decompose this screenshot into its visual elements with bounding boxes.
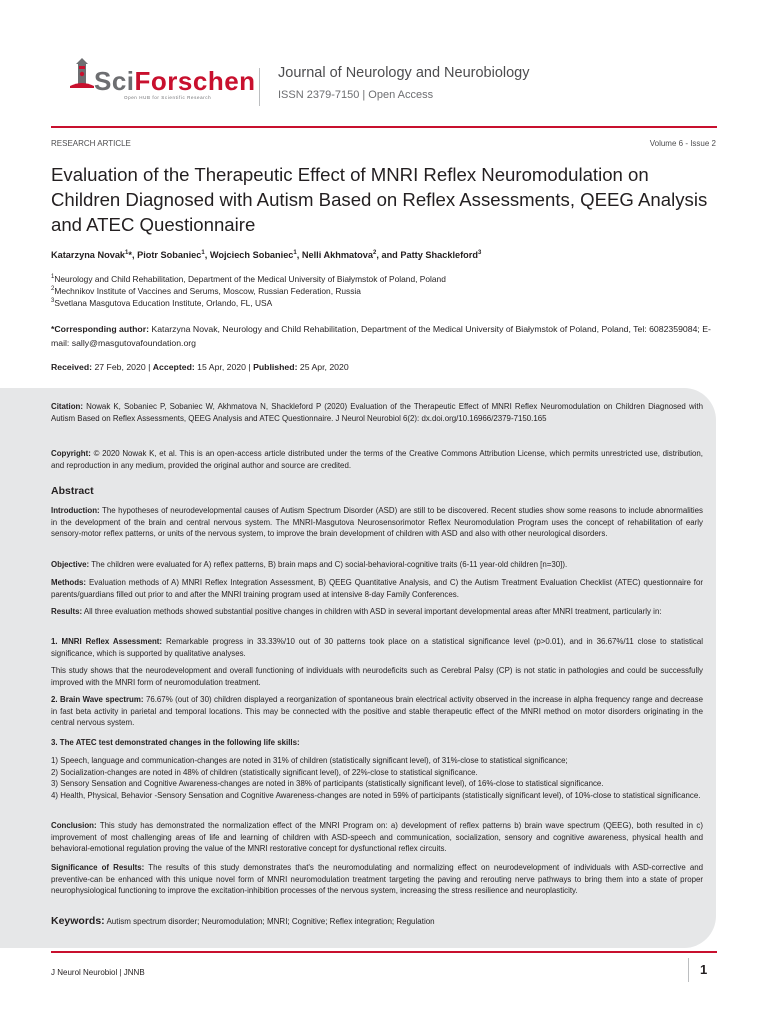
result-1-text: Remarkable progress in 33.33%/10 out of 30 patterns took place on a statistical significance level (p>0.01), and in 36.67%/11 close to statistical significance, which is supported by qualitative analyses. (51, 637, 703, 658)
keywords (51, 915, 435, 927)
author-sup: 1 (293, 249, 297, 256)
journal-header (66, 52, 706, 112)
author-sep: *, (128, 250, 138, 260)
accepted-label: Accepted: (152, 362, 195, 372)
result-note: This study shows that the neurodevelopment and overall functioning of individuals with neurodeficits such as Cerebral Palsy (CP) is not static in pathologies and could be successfully improved with the MNRI form of neuromodulation treatment. (51, 666, 703, 687)
date-separator: | (245, 362, 254, 372)
bottom-rule (51, 951, 717, 953)
abstract-heading: Abstract (51, 485, 94, 497)
copyright-text: © 2020 Nowak K, et al. This is an open-access article distributed under the terms of the Creative Commons Attribution License, which permits unrestricted use, distribution, and reproduction in any medium, provided the original author and source are credited. (51, 449, 703, 470)
conclusion-text: This study has demonstrated the normalization effect of the MNRI Program on: a) development of reflex patterns b) brain wave spectrum (QEEG), both resulted in c) improvement of most challenging areas of life and learning of children with ASD-speech and communication, socialization, sensory and cognitive awareness, physical health and behavioral-emotional regulation proving the value of the MNRI restorative concept for dysfunctional reflex circuits. (51, 821, 703, 854)
author-sup: 1 (125, 249, 129, 256)
objective-text: The children were evaluated for A) reflex patterns, B) brain maps and C) social-behavioral-cognitive traits (6-11 year-old children [n=30]). (89, 560, 568, 569)
corresponding-label: *Corresponding author: (51, 324, 149, 334)
logo-tower-icon (68, 56, 96, 90)
significance-text: The results of this study demonstrates that's the neuromodulating and normalizing effect on neurodevelopment of individuals with ASD-corrective and preventive-can be enhanced with this unique novel form of MNRI neuromodulation treatment targeting the paving and rerouting nerve pathways to bring them into a state of proper neurophysiological functioning to improve the excitation-inhibition processes of the nervous system, increasing the stress resilience and neuroplasticity. (51, 863, 703, 896)
date-separator: | (145, 362, 153, 372)
author-name[interactable]: Wojciech Sobaniec (209, 250, 294, 260)
article-title: Evaluation of the Therapeutic Effect of MNRI Reflex Neuromodulation on Children Diagnosed with Autism Based on Reflex Assessments, QEEG Analysis and ATEC Questionnaire (51, 164, 708, 235)
methods-label: Methods: (51, 578, 87, 587)
author-sep: , (296, 250, 302, 260)
citation-text[interactable]: Nowak K, Sobaniec P, Sobaniec W, Akhmatova N, Shackleford P (2020) Evaluation of the Therapeutic Effect of MNRI Reflex Neuromodulation on Children Diagnosed with Autism Based on Reflex Assessments, QEEG Analysis and ATEC Questionnaire. J Neurol Neurobiol 6(2): dx.doi.org/10.16966/2379-7150.165 (51, 402, 703, 423)
result-2-text: 76.67% (out of 30) children displayed a reorganization of spontaneous brain electrical activity observed in the increase in alpha frequency range and decrease in fast beta activity in parietal and temporal locations. This may be connected with the positive and stable therapeutic effect of the MNRI method on motor disorders originating in the central nervous system. (51, 695, 703, 728)
abstract-objective (51, 559, 703, 571)
corresponding-text[interactable]: Katarzyna Novak, Neurology and Child Rehabilitation, Department of the Medical University of Białymstok of Poland, Poland, Tel: 6082359084; E-mail: sally@masgutovafoundation.org (51, 324, 711, 348)
header-divider (259, 68, 260, 106)
introduction-label: Introduction: (51, 506, 100, 515)
sciforschen-logo[interactable] (66, 52, 256, 102)
citation (51, 401, 703, 424)
affiliation-text: Svetlana Masgutova Education Institute, Orlando, FL, USA (54, 298, 273, 308)
author-name[interactable]: Piotr Sobaniec (137, 250, 202, 260)
result-reflex-assessment (51, 636, 703, 659)
copyright-label: Copyright: (51, 449, 91, 458)
logo-forschen: Forschen (134, 66, 256, 96)
author-name[interactable]: Nelli Akhmatova (301, 250, 374, 260)
abstract-methods (51, 577, 703, 600)
atec-item: 3) Sensory Sensation and Cognitive Awareness-changes are noted in 38% of participants (statistically significant level), of 16%-close to statistical significance. (51, 779, 604, 788)
volume-issue: Volume 6 - Issue 2 (649, 139, 716, 148)
affiliation (51, 286, 361, 296)
published-date: 25 Apr, 2020 (297, 362, 349, 372)
keywords-label: Keywords: (51, 915, 105, 927)
atec-item: 4) Health, Physical, Behavior -Sensory Sensation and Cognitive Awareness-changes are noted in 59% of participants (statistically significant level), of 10%-close to statistical significance. (51, 791, 701, 800)
article-dates (51, 362, 349, 372)
affiliation-sup: 2 (51, 286, 55, 293)
corresponding-author (51, 322, 721, 350)
objective-label: Objective: (51, 560, 90, 569)
abstract-introduction (51, 505, 703, 540)
copyright (51, 448, 703, 471)
journal-name: Journal of Neurology and Neurobiology (278, 65, 530, 81)
affiliation-sup: 3 (51, 298, 55, 305)
page-number: 1 (700, 962, 708, 977)
atec-item: 1) Speech, language and communication-changes are noted in 31% of children (statistically significant level), of 31%-close to statistical significance; (51, 756, 568, 765)
abstract-significance (51, 862, 703, 897)
journal-issn: ISSN 2379-7150 | Open Access (278, 89, 434, 101)
top-rule (51, 126, 717, 128)
author-sep: , (204, 250, 210, 260)
author-sup: 3 (477, 249, 482, 256)
abstract-results (51, 606, 703, 618)
accepted-date: 15 Apr, 2020 (194, 362, 246, 372)
introduction-text: The hypotheses of neurodevelopmental causes of Autism Spectrum Disorder (ASD) are still to be discovered. Recent studies show some reasons to include abnormalities in the development of the brain and central nervous system. The MNRI-Masgutova Neurosensorimotor Reflex Neuromodulation Program uses the concept of rehabilitation of early sensory-motor reflex patterns, or units of the nervous system, to improve the brain development of children with ASD and also with other neurological disorders. (51, 506, 703, 539)
logo-wordmark (94, 66, 256, 97)
result-1-label: 1. MNRI Reflex Assessment: (51, 637, 163, 646)
author-sup: 2 (373, 249, 377, 256)
affiliation-sup: 1 (51, 274, 55, 281)
published-label: Published: (253, 362, 298, 372)
affiliation-text: Mechnikov Institute of Vaccines and Serums, Moscow, Russian Federation, Russia (54, 286, 361, 296)
keywords-text: Autism spectrum disorder; Neuromodulation; MNRI; Cognitive; Reflex integration; Regulation (104, 917, 435, 926)
results-label: Results: (51, 607, 83, 616)
affiliation-text: Neurology and Child Rehabilitation, Department of the Medical University of Białymstok of Poland, Poland (54, 274, 446, 284)
significance-label: Significance of Results: (51, 863, 145, 872)
author-sup: 1 (201, 249, 205, 256)
affiliation (51, 274, 446, 284)
author-list (51, 250, 481, 260)
result-brain-wave (51, 694, 703, 729)
article-type: RESEARCH ARTICLE (51, 139, 131, 148)
footer-divider (688, 958, 689, 982)
received-label: Received: (51, 362, 93, 372)
author-name[interactable]: Katarzyna Novak (51, 250, 126, 260)
author-name[interactable]: Patty Shackleford (400, 250, 478, 260)
logo-sci: Sci (94, 66, 135, 96)
author-sep: , and (376, 250, 401, 260)
result-2-label: 2. Brain Wave spectrum: (51, 695, 144, 704)
results-text: All three evaluation methods showed substantial positive changes in children with ASD in several important developmental areas after MNRI treatment, particularly in: (82, 607, 662, 616)
affiliation (51, 298, 272, 308)
methods-text: Evaluation methods of A) MNRI Reflex Integration Assessment, B) QEEG Quantitative Analysis, and C) the Autism Treatment Evaluation Checklist (ATEC) questionnaire for parents/guardians filled out prior to and after the MNRI training program used at intensive 8-day Family Conferences. (51, 578, 703, 599)
conclusion-label: Conclusion: (51, 821, 97, 830)
logo-tagline: Open HUB for Scientific Research (124, 95, 212, 100)
result-3-label: 3. The ATEC test demonstrated changes in the following life skills: (51, 738, 300, 747)
abstract-conclusion (51, 820, 703, 855)
footer-journal: J Neurol Neurobiol | JNNB (51, 968, 145, 977)
citation-label: Citation: (51, 402, 83, 411)
result-atec-heading (51, 737, 703, 749)
atec-item: 2) Socialization-changes are noted in 48% of children (statistically significant level), of 22%-close to statistical significance. (51, 768, 478, 777)
received-date: 27 Feb, 2020 (92, 362, 146, 372)
